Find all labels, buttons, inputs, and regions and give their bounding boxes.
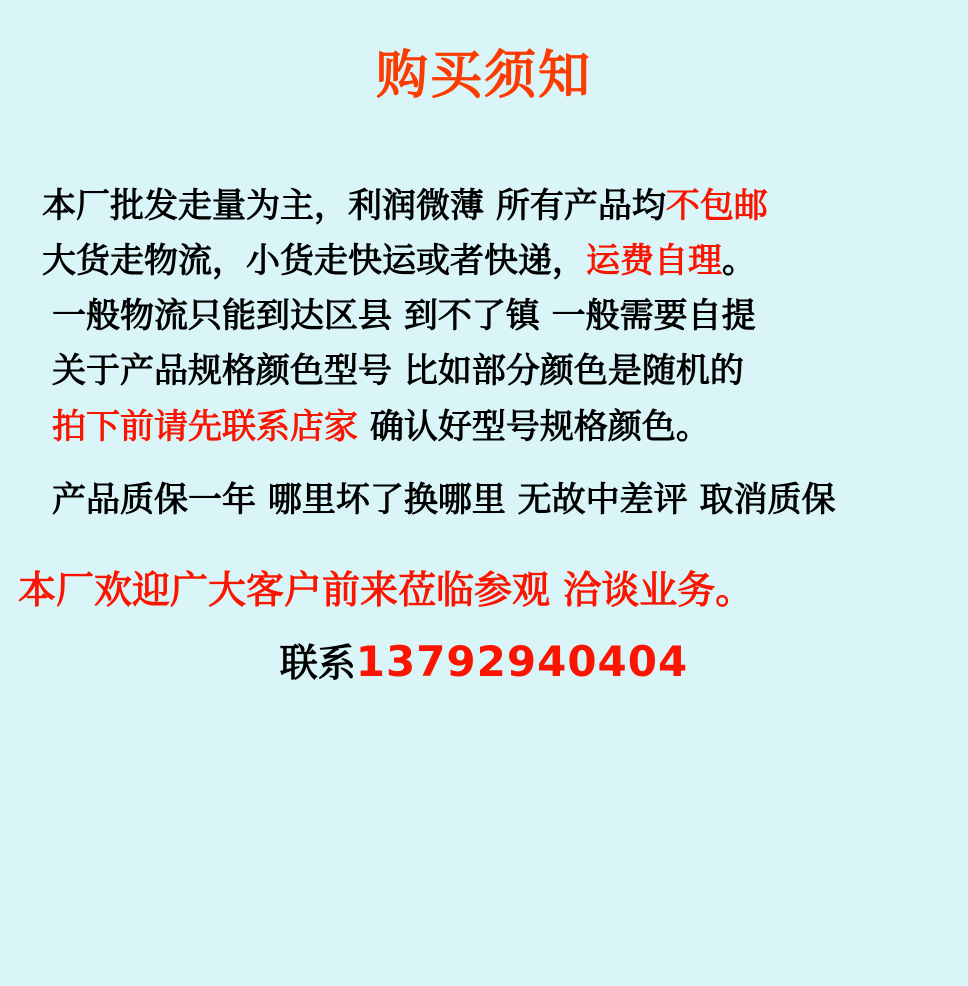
notice-line-3-part-1: 一般物流只能到达区县 到不了镇 一般需要自提 — [52, 296, 756, 337]
notice-line-6-part-1: 产品质保一年 哪里坏了换哪里 无故中差评 取消质保 — [52, 479, 836, 520]
welcome-statement: 本厂欢迎广大客户前来莅临参观 洽谈业务。 — [18, 567, 754, 612]
notice-line-6 — [42, 473, 926, 528]
spacer — [42, 455, 926, 473]
notice-line-1-part-1: 本厂批发走量为主，利润微薄 所有产品均 — [42, 186, 666, 227]
notice-line-2-part-2: 运费自理 — [586, 241, 722, 282]
notice-line-5-part-2: 确认好型号规格颜色。 — [358, 406, 710, 447]
notice-line-4-part-1: 关于产品规格颜色型号 比如部分颜色是随机的 — [52, 351, 744, 392]
contact-phone-number: 13792940404 — [355, 637, 689, 687]
notice-line-2 — [42, 234, 926, 289]
notice-line-5 — [42, 400, 926, 455]
notice-line-2-part-1: 大货走物流，小货走快运或者快递， — [42, 241, 586, 282]
page-title: 购买须知 — [375, 46, 592, 106]
notice-line-1 — [42, 179, 926, 234]
contact-row — [0, 635, 968, 690]
notice-line-5-part-1: 拍下前请先联系店家 — [52, 406, 358, 447]
notice-line-2-part-3: 。 — [722, 241, 756, 282]
notice-line-3 — [42, 289, 926, 344]
notice-line-4 — [42, 344, 926, 399]
notice-line-1-part-2: 不包邮 — [665, 186, 768, 227]
contact-label: 联系 — [279, 641, 356, 686]
notice-body — [0, 179, 968, 527]
